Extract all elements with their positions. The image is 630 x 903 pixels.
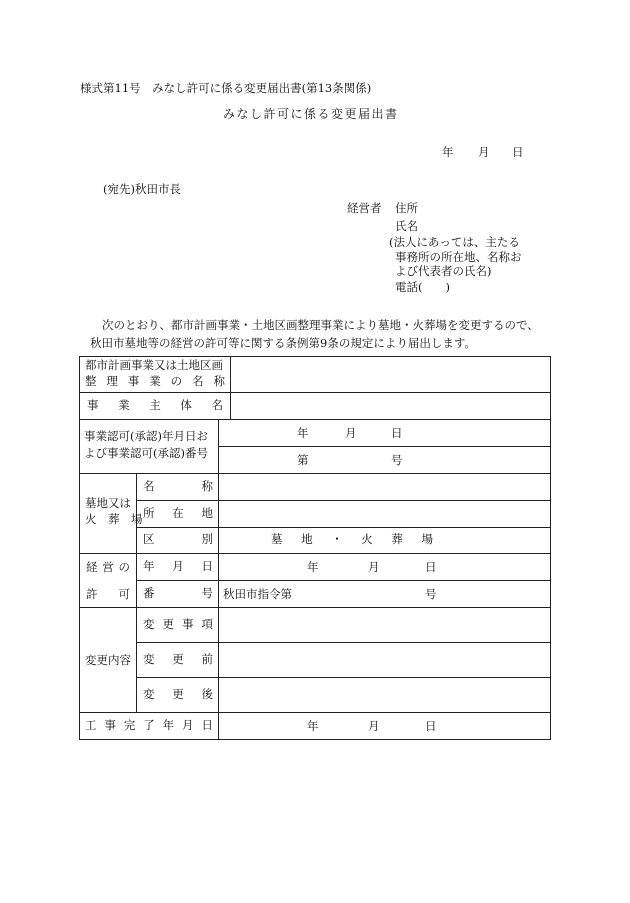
facility-type-value: 墓 地 ・ 火 葬 場 (271, 532, 433, 547)
permit-label-line-1: 経 営 の (86, 560, 130, 574)
body-line-1: 次のとおり、都市計画事業・土地区画整理事業により墓地・火葬場を変更するので、 (102, 318, 539, 332)
project-name-label-line-1: 都市計画事業又は土地区画 (85, 358, 223, 372)
permit-number-suffix: 号 (425, 587, 437, 601)
date-day: 日 (512, 145, 524, 159)
change-before-label: 変 更 前 (143, 651, 213, 666)
corp-note-line-1: (法人にあっては、主たる (389, 235, 520, 249)
completion-date-day: 日 (425, 719, 437, 733)
notification-table (79, 356, 551, 740)
facility-label-line-1: 墓地又は (85, 496, 131, 510)
completion-date-label: 工 事 完 了 年 月 日 (85, 717, 213, 732)
permit-date-month: 月 (368, 560, 380, 574)
facility-name-label: 名 称 (143, 478, 213, 493)
date-month: 月 (478, 145, 490, 159)
permit-date-day: 日 (425, 560, 437, 574)
approval-date-day: 日 (391, 426, 403, 440)
approval-date-month: 月 (345, 426, 357, 440)
permit-date-year: 年 (307, 560, 319, 574)
permit-number-prefix: 秋田市指令第 (223, 587, 292, 601)
approval-date-year: 年 (297, 426, 309, 440)
form-header: 様式第11号 みなし許可に係る変更届出書(第13条関係) (80, 81, 372, 95)
approval-number-prefix: 第 (297, 453, 309, 467)
entity-label: 事 業 主 体 名 (87, 397, 223, 412)
change-after-label: 変 更 後 (143, 686, 213, 701)
form-title: みなし許可に係る変更届出書 (223, 107, 399, 121)
body-line-2: 秋田市墓地等の経営の許可等に関する条例第9条の規定により届出します。 (90, 336, 476, 350)
operator-address-label: 住所 (395, 201, 418, 215)
project-name-label-line-2: 整 理 事 業 の 名 称 (85, 374, 225, 388)
change-content-label: 変更内容 (85, 653, 131, 667)
completion-date-year: 年 (307, 719, 319, 733)
approval-label-line-1: 事業認可(承認)年月日お (84, 429, 208, 443)
facility-label-line-2: 火 葬 場 (85, 512, 143, 526)
facility-location-label: 所 在 地 (143, 505, 213, 520)
operator-name-label: 氏名 (395, 219, 418, 233)
approval-label-line-2: よび事業認可(承認)番号 (84, 446, 208, 460)
approval-number-suffix: 号 (391, 453, 403, 467)
corp-note-line-3: よび代表者の氏名) (395, 264, 492, 278)
operator-phone-label: 電話( ) (395, 280, 450, 294)
permit-number-label: 番 号 (143, 585, 213, 600)
permit-label-line-2: 許 可 (86, 587, 130, 601)
date-year: 年 (442, 145, 454, 159)
completion-date-month: 月 (368, 719, 380, 733)
permit-date-label: 年 月 日 (143, 558, 213, 573)
facility-type-label: 区 別 (143, 532, 213, 547)
addressee: (宛先)秋田市長 (103, 182, 181, 196)
operator-label: 経営者 (347, 201, 382, 215)
change-item-label: 変 更 事 項 (143, 616, 213, 631)
corp-note-line-2: 事務所の所在地、名称お (395, 250, 522, 264)
